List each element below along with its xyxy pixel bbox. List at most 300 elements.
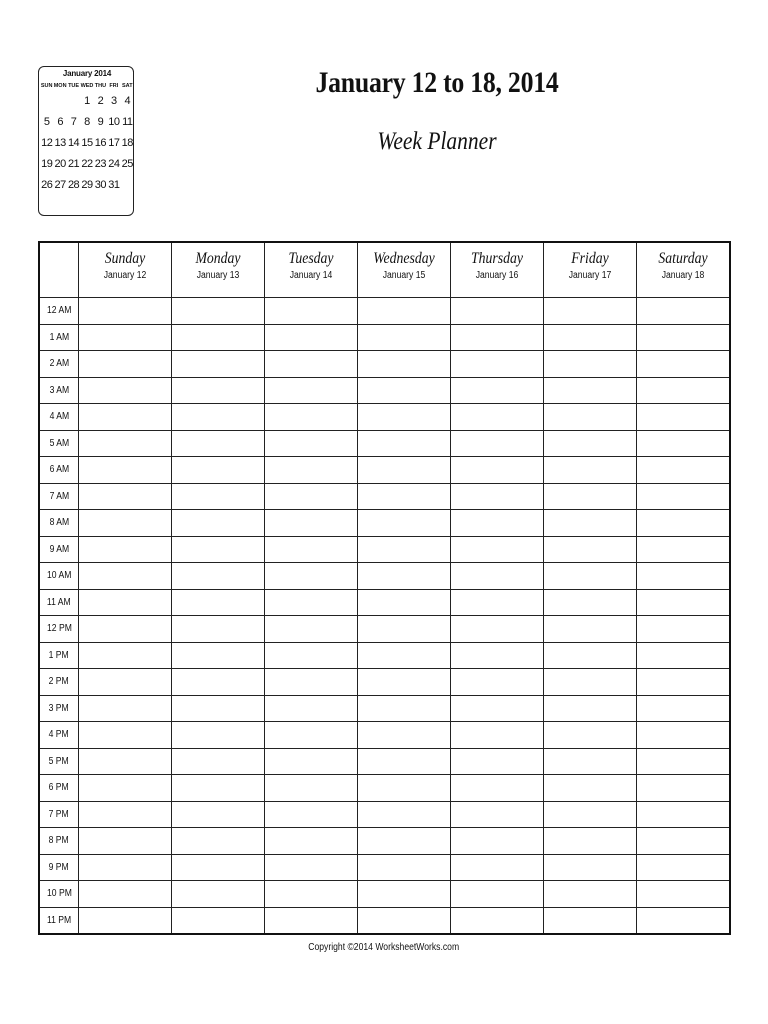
hour-row [39,881,730,908]
page-title: January 12 to 18, 2014 [315,66,559,99]
time-slot-cell[interactable] [544,483,637,510]
hour-label-cell [39,801,79,828]
hour-row [39,616,730,643]
mini-calendar-day: 22 [81,158,93,170]
time-slot-cell[interactable] [637,854,731,881]
time-slot-cell[interactable] [358,828,451,855]
time-slot-cell[interactable] [544,324,637,351]
time-slot-cell[interactable] [79,854,172,881]
day-header-sunday [79,242,172,298]
time-slot-cell[interactable] [637,881,731,908]
mini-calendar-day: 30 [94,179,107,191]
time-slot-cell[interactable] [544,722,637,749]
time-slot-cell[interactable] [265,907,358,934]
day-header-thursday [451,242,544,298]
hour-row [39,695,730,722]
hour-label-cell [39,430,79,457]
time-slot-cell[interactable] [358,377,451,404]
time-slot-cell[interactable] [265,881,358,908]
mini-calendar-day: 11 [122,116,133,128]
mini-calendar-day: 19 [41,158,53,170]
time-slot-cell[interactable] [451,430,544,457]
mini-calendar-weekday: MON [53,83,67,89]
day-date: January 16 [475,270,519,281]
time-slot-cell[interactable] [451,536,544,563]
mini-calendar-weekday: TUE [68,83,80,89]
hour-row [39,563,730,590]
mini-calendar-weekday: SAT [121,83,133,89]
time-slot-cell[interactable] [172,404,265,431]
hour-row [39,404,730,431]
time-slot-cell[interactable] [79,457,172,484]
hour-label: 8 AM [49,517,69,529]
mini-calendar-day: 27 [54,179,66,191]
hour-label: 8 PM [48,835,70,847]
time-slot-cell[interactable] [544,616,637,643]
mini-calendar-title: January 2014 [62,69,112,78]
hour-row [39,748,730,775]
time-slot-cell[interactable] [79,563,172,590]
hour-label: 4 PM [48,729,70,741]
time-slot-cell[interactable] [172,801,265,828]
time-slot-cell[interactable] [79,669,172,696]
time-slot-cell[interactable] [544,351,637,378]
hour-row [39,377,730,404]
hour-label: 2 PM [48,676,70,688]
hour-label: 4 AM [49,411,69,423]
time-slot-cell[interactable] [637,722,731,749]
time-slot-cell[interactable] [544,377,637,404]
time-slot-cell[interactable] [637,669,731,696]
time-slot-cell[interactable] [544,828,637,855]
time-slot-cell[interactable] [451,616,544,643]
time-slot-cell[interactable] [358,298,451,325]
time-slot-cell[interactable] [637,404,731,431]
time-slot-cell[interactable] [451,695,544,722]
time-slot-cell[interactable] [637,483,731,510]
hour-label-cell [39,907,79,934]
mini-calendar-day: 24 [108,158,120,170]
time-slot-cell[interactable] [265,377,358,404]
time-slot-cell[interactable] [265,510,358,537]
hour-label-cell [39,457,79,484]
time-slot-cell[interactable] [544,642,637,669]
time-slot-cell[interactable] [544,510,637,537]
time-slot-cell[interactable] [358,589,451,616]
time-slot-cell[interactable] [451,324,544,351]
time-slot-cell[interactable] [265,669,358,696]
mini-calendar-days [40,93,134,198]
time-slot-cell[interactable] [172,430,265,457]
week-planner-table [38,241,731,935]
time-slot-cell[interactable] [637,536,731,563]
time-slot-cell[interactable] [358,695,451,722]
time-slot-cell[interactable] [172,351,265,378]
day-header-friday [544,242,637,298]
time-slot-cell[interactable] [637,377,731,404]
mini-calendar-day: 28 [67,179,80,191]
day-name: Monday [195,250,241,267]
hour-label: 3 AM [49,384,69,396]
time-slot-cell[interactable] [172,563,265,590]
day-name: Thursday [470,250,523,267]
time-slot-cell[interactable] [544,669,637,696]
time-slot-cell[interactable] [265,298,358,325]
time-slot-cell[interactable] [265,695,358,722]
hour-row [39,669,730,696]
mini-calendar-day: 4 [124,95,131,107]
time-slot-cell[interactable] [172,324,265,351]
hour-row [39,457,730,484]
time-slot-cell[interactable] [451,377,544,404]
hour-label: 12 PM [46,623,72,635]
time-slot-cell[interactable] [358,642,451,669]
mini-calendar-day: 12 [41,137,53,149]
hour-row [39,907,730,934]
time-slot-cell[interactable] [451,881,544,908]
time-slot-cell[interactable] [544,854,637,881]
time-slot-cell[interactable] [637,801,731,828]
hour-row [39,828,730,855]
time-slot-cell[interactable] [451,828,544,855]
hour-label: 6 PM [48,782,70,794]
hour-row [39,854,730,881]
time-slot-cell[interactable] [544,907,637,934]
mini-calendar-day: 14 [67,137,80,149]
page-subtitle: Week Planner [377,128,497,155]
time-slot-cell[interactable] [172,642,265,669]
time-slot-cell[interactable] [79,483,172,510]
time-slot-cell[interactable] [358,722,451,749]
time-slot-cell[interactable] [637,563,731,590]
planner-body [39,298,730,935]
mini-calendar-day: 3 [111,95,117,107]
day-name: Friday [571,250,609,267]
time-slot-cell[interactable] [358,457,451,484]
time-slot-cell[interactable] [544,563,637,590]
time-slot-cell[interactable] [637,351,731,378]
time-slot-cell[interactable] [79,616,172,643]
time-slot-cell[interactable] [544,430,637,457]
hour-row [39,775,730,802]
time-slot-cell[interactable] [172,722,265,749]
time-slot-cell[interactable] [79,881,172,908]
hour-row [39,483,730,510]
time-slot-cell[interactable] [637,457,731,484]
time-slot-cell[interactable] [172,510,265,537]
time-slot-cell[interactable] [172,828,265,855]
time-slot-cell[interactable] [451,404,544,431]
time-slot-cell[interactable] [358,563,451,590]
time-slot-cell[interactable] [79,536,172,563]
time-slot-cell[interactable] [172,748,265,775]
time-slot-cell[interactable] [358,801,451,828]
mini-calendar-weekday: SUN [40,83,53,89]
time-slot-cell[interactable] [451,801,544,828]
hour-label-cell [39,351,79,378]
time-slot-cell[interactable] [637,298,731,325]
copyright-footer [0,942,768,953]
time-slot-cell[interactable] [79,775,172,802]
time-slot-cell[interactable] [358,775,451,802]
mini-calendar-day: 31 [108,179,120,191]
time-slot-cell[interactable] [265,801,358,828]
time-slot-cell[interactable] [265,828,358,855]
hour-label-cell [39,589,79,616]
time-slot-cell[interactable] [544,775,637,802]
time-slot-cell[interactable] [79,748,172,775]
mini-calendar-day: 29 [81,179,93,191]
hour-label: 7 AM [49,490,69,502]
mini-calendar-day: 21 [67,158,80,170]
time-slot-cell[interactable] [637,748,731,775]
hour-label: 5 AM [49,437,69,449]
time-slot-cell[interactable] [451,563,544,590]
time-slot-cell[interactable] [637,828,731,855]
hour-label-cell [39,298,79,325]
time-slot-cell[interactable] [451,589,544,616]
day-date: January 14 [289,270,333,281]
time-slot-cell[interactable] [79,404,172,431]
time-slot-cell[interactable] [637,430,731,457]
mini-calendar-day: 1 [84,95,90,107]
hour-label: 11 PM [46,914,72,926]
day-date: January 12 [103,270,147,281]
hour-row [39,351,730,378]
mini-calendar-weekday: FRI [109,83,119,89]
time-slot-cell[interactable] [79,801,172,828]
time-slot-cell[interactable] [79,430,172,457]
time-slot-cell[interactable] [358,510,451,537]
time-slot-cell[interactable] [358,669,451,696]
hour-row [39,642,730,669]
time-slot-cell[interactable] [265,324,358,351]
time-slot-cell[interactable] [265,483,358,510]
time-slot-cell[interactable] [79,589,172,616]
hour-row [39,324,730,351]
time-slot-cell[interactable] [637,642,731,669]
time-slot-cell[interactable] [358,483,451,510]
mini-calendar-day: 10 [108,116,120,128]
time-slot-cell[interactable] [358,404,451,431]
hour-label-cell [39,722,79,749]
time-slot-cell[interactable] [637,907,731,934]
time-slot-cell[interactable] [79,722,172,749]
hour-label: 2 AM [49,358,69,370]
time-slot-cell[interactable] [451,748,544,775]
hour-label: 3 PM [48,702,70,714]
mini-calendar-day: 13 [54,137,66,149]
time-slot-cell[interactable] [79,510,172,537]
mini-calendar-day [121,177,134,198]
time-slot-cell[interactable] [172,669,265,696]
hour-label-cell [39,563,79,590]
time-slot-cell[interactable] [79,695,172,722]
time-slot-cell[interactable] [451,483,544,510]
day-header-tuesday [265,242,358,298]
mini-calendar [38,66,134,216]
day-name: Tuesday [288,250,334,267]
time-slot-cell[interactable] [451,854,544,881]
time-slot-cell[interactable] [544,536,637,563]
time-slot-cell[interactable] [172,483,265,510]
hour-label: 6 AM [49,464,69,476]
mini-calendar-weekday: THU [94,83,107,89]
time-slot-cell[interactable] [265,457,358,484]
hour-label-cell [39,377,79,404]
time-slot-cell[interactable] [637,589,731,616]
time-slot-cell[interactable] [172,536,265,563]
time-slot-cell[interactable] [172,457,265,484]
hour-label-cell [39,616,79,643]
time-slot-cell[interactable] [451,642,544,669]
hour-label-cell [39,324,79,351]
time-slot-cell[interactable] [265,351,358,378]
mini-calendar-weekdays [40,83,134,89]
time-slot-cell[interactable] [79,907,172,934]
time-slot-cell[interactable] [451,457,544,484]
mini-calendar-day: 9 [97,116,104,128]
time-slot-cell[interactable] [79,377,172,404]
corner-cell [39,242,79,298]
hour-label-cell [39,536,79,563]
time-slot-cell[interactable] [265,616,358,643]
time-slot-cell[interactable] [358,536,451,563]
time-slot-cell[interactable] [265,642,358,669]
hour-label: 7 PM [48,808,70,820]
day-name: Sunday [104,250,146,267]
time-slot-cell[interactable] [358,430,451,457]
time-slot-cell[interactable] [172,854,265,881]
time-slot-cell[interactable] [451,510,544,537]
time-slot-cell[interactable] [265,589,358,616]
mini-calendar-day: 17 [108,137,120,149]
day-header-monday [172,242,265,298]
time-slot-cell[interactable] [637,775,731,802]
day-header-saturday [637,242,731,298]
time-slot-cell[interactable] [265,775,358,802]
hour-label-cell [39,748,79,775]
mini-calendar-day: 18 [121,137,133,149]
mini-calendar-day: 25 [121,158,133,170]
hour-row [39,510,730,537]
time-slot-cell[interactable] [544,404,637,431]
time-slot-cell[interactable] [358,616,451,643]
hour-label-cell [39,775,79,802]
mini-calendar-day: 5 [43,116,50,128]
time-slot-cell[interactable] [544,695,637,722]
hour-label-cell [39,483,79,510]
time-slot-cell[interactable] [544,457,637,484]
time-slot-cell[interactable] [637,616,731,643]
hour-label-cell [39,695,79,722]
time-slot-cell[interactable] [79,298,172,325]
day-header-wednesday [358,242,451,298]
time-slot-cell[interactable] [358,748,451,775]
copyright-text: Copyright ©2014 WorksheetWorks.com [308,942,460,953]
time-slot-cell[interactable] [544,801,637,828]
hour-label: 11 AM [47,596,71,608]
time-slot-cell[interactable] [172,907,265,934]
time-slot-cell[interactable] [451,351,544,378]
time-slot-cell[interactable] [451,669,544,696]
hour-row [39,589,730,616]
hour-label-cell [39,510,79,537]
day-date: January 18 [661,270,705,281]
hour-row [39,298,730,325]
time-slot-cell[interactable] [265,404,358,431]
hour-row [39,801,730,828]
mini-calendar-day: 7 [70,116,77,128]
time-slot-cell[interactable] [451,298,544,325]
hour-label-cell [39,404,79,431]
time-slot-cell[interactable] [544,748,637,775]
time-slot-cell[interactable] [358,854,451,881]
hour-label: 10 PM [46,888,72,900]
time-slot-cell[interactable] [451,722,544,749]
hour-label: 1 AM [49,331,69,343]
time-slot-cell[interactable] [637,695,731,722]
time-slot-cell[interactable] [358,324,451,351]
time-slot-cell[interactable] [172,775,265,802]
hour-label: 5 PM [48,755,70,767]
time-slot-cell[interactable] [358,907,451,934]
day-header-row [39,242,730,298]
time-slot-cell[interactable] [544,589,637,616]
time-slot-cell[interactable] [79,351,172,378]
time-slot-cell[interactable] [79,642,172,669]
time-slot-cell[interactable] [172,616,265,643]
time-slot-cell[interactable] [265,722,358,749]
time-slot-cell[interactable] [79,324,172,351]
hour-row [39,722,730,749]
mini-calendar-weekday: WED [80,83,94,89]
time-slot-cell[interactable] [451,775,544,802]
hour-label-cell [39,669,79,696]
mini-calendar-day [67,93,80,114]
hour-label-cell [39,881,79,908]
time-slot-cell[interactable] [265,748,358,775]
time-slot-cell[interactable] [358,351,451,378]
time-slot-cell[interactable] [265,430,358,457]
time-slot-cell[interactable] [358,881,451,908]
hour-row [39,430,730,457]
mini-calendar-day: 20 [54,158,66,170]
day-date: January 13 [196,270,240,281]
day-date: January 17 [568,270,612,281]
time-slot-cell[interactable] [265,563,358,590]
time-slot-cell[interactable] [637,324,731,351]
day-name: Saturday [658,250,708,267]
time-slot-cell[interactable] [172,589,265,616]
time-slot-cell[interactable] [544,298,637,325]
hour-label: 9 PM [48,861,70,873]
mini-calendar-day: 26 [41,179,53,191]
time-slot-cell[interactable] [172,881,265,908]
mini-calendar-day: 2 [97,95,104,107]
time-slot-cell[interactable] [265,854,358,881]
time-slot-cell[interactable] [172,695,265,722]
time-slot-cell[interactable] [172,298,265,325]
time-slot-cell[interactable] [637,510,731,537]
hour-label: 12 AM [46,305,72,317]
time-slot-cell[interactable] [172,377,265,404]
time-slot-cell[interactable] [451,907,544,934]
time-slot-cell[interactable] [79,828,172,855]
time-slot-cell[interactable] [265,536,358,563]
time-slot-cell[interactable] [544,881,637,908]
hour-label: 10 AM [46,570,72,582]
